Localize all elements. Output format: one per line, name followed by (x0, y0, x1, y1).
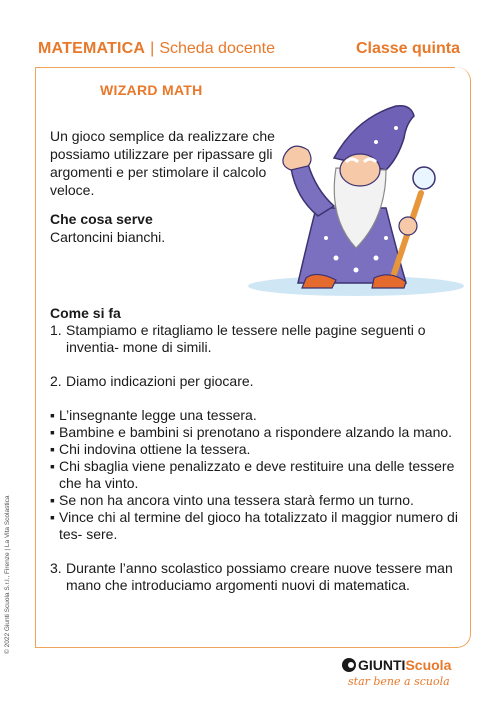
rule-item: ▪ Chi indovina ottiene la tessera. (50, 441, 460, 458)
step-text: Stampiamo e ritagliamo le tessere nelle pagine seguenti o inventia- mone di simili. (66, 322, 426, 355)
grade-label: Classe quinta (355, 40, 460, 57)
card-top-border (35, 67, 455, 68)
giunti-scuola-logo (340, 657, 460, 697)
step-3 (50, 560, 460, 594)
logo-tagline: star bene a scuola (348, 675, 450, 688)
step-number: 3. (50, 560, 62, 576)
logo-icon (342, 658, 356, 672)
rule-item: ▪ L’insegnante legge una tessera. (50, 407, 460, 424)
rule-item: ▪ Vince chi al termine del gioco ha totalizzato il maggior numero di tes- sere. (50, 509, 460, 543)
step-number: 2. (50, 373, 62, 389)
materials-heading: Che cosa serve (50, 211, 153, 227)
wizard-sleeve-left (291, 164, 334, 216)
rule-text: Chi indovina ottiene la tessera. (59, 441, 251, 457)
rule-text: L’insegnante legge una tessera. (59, 407, 257, 423)
page-header (38, 40, 460, 64)
staff-orb (413, 167, 435, 189)
logo-wordmark: GIUNTIScuola (358, 657, 452, 673)
rule-item: ▪ Chi sbaglia viene penalizzato e deve restituire una delle tessere che ha vinto. (50, 458, 460, 492)
rule-item: ▪ Bambine e bambini si prenotano a rispondere alzando la mano. (50, 424, 460, 441)
steps-list (50, 322, 460, 594)
step-text: Diamo indicazioni per giocare. (66, 373, 254, 389)
step-2 (50, 373, 460, 390)
wizard-staff (391, 193, 421, 283)
card-left-border (35, 67, 36, 648)
intro-text: Un gioco semplice da realizzare che possiamo utilizzare per ripassare gli argomenti e per stimolare il calcolo veloce. (50, 128, 275, 198)
step-1 (50, 322, 460, 356)
how-heading: Come si fa (50, 305, 121, 321)
header-separator: | (150, 40, 155, 57)
copyright-text: © 2022 Giunti Scuola S.r.l., Firenze | La Vita Scolastica (4, 495, 11, 654)
wizard-hand-right (399, 217, 417, 235)
rule-text: Chi sbaglia viene penalizzato e deve restituire una delle tessere che ha vinto. (59, 458, 455, 491)
materials-text: Cartoncini bianchi. (50, 229, 166, 245)
subject-label: MATEMATICA (38, 40, 146, 57)
doc-type-label: Scheda docente (159, 40, 275, 57)
step-number: 1. (50, 322, 62, 338)
rule-text: Se non ha ancora vinto una tessera starà fermo un turno. (59, 492, 414, 508)
rule-text: Bambine e bambini si prenotano a rispondere alzando la mano. (59, 424, 453, 440)
wizard-illustration (236, 98, 468, 298)
activity-title: WIZARD MATH (100, 82, 203, 98)
wizard-hand-left (283, 146, 311, 170)
header-left (38, 40, 275, 58)
step-text: Durante l’anno scolastico possiamo creare nuove tessere man mano che introduciamo argomenti nuovi di matematica. (66, 560, 453, 593)
rule-item: ▪ Se non ha ancora vinto una tessera starà fermo un turno. (50, 492, 460, 509)
rule-text: Vince chi al termine del gioco ha totalizzato il maggior numero di tes- sere. (59, 509, 458, 542)
